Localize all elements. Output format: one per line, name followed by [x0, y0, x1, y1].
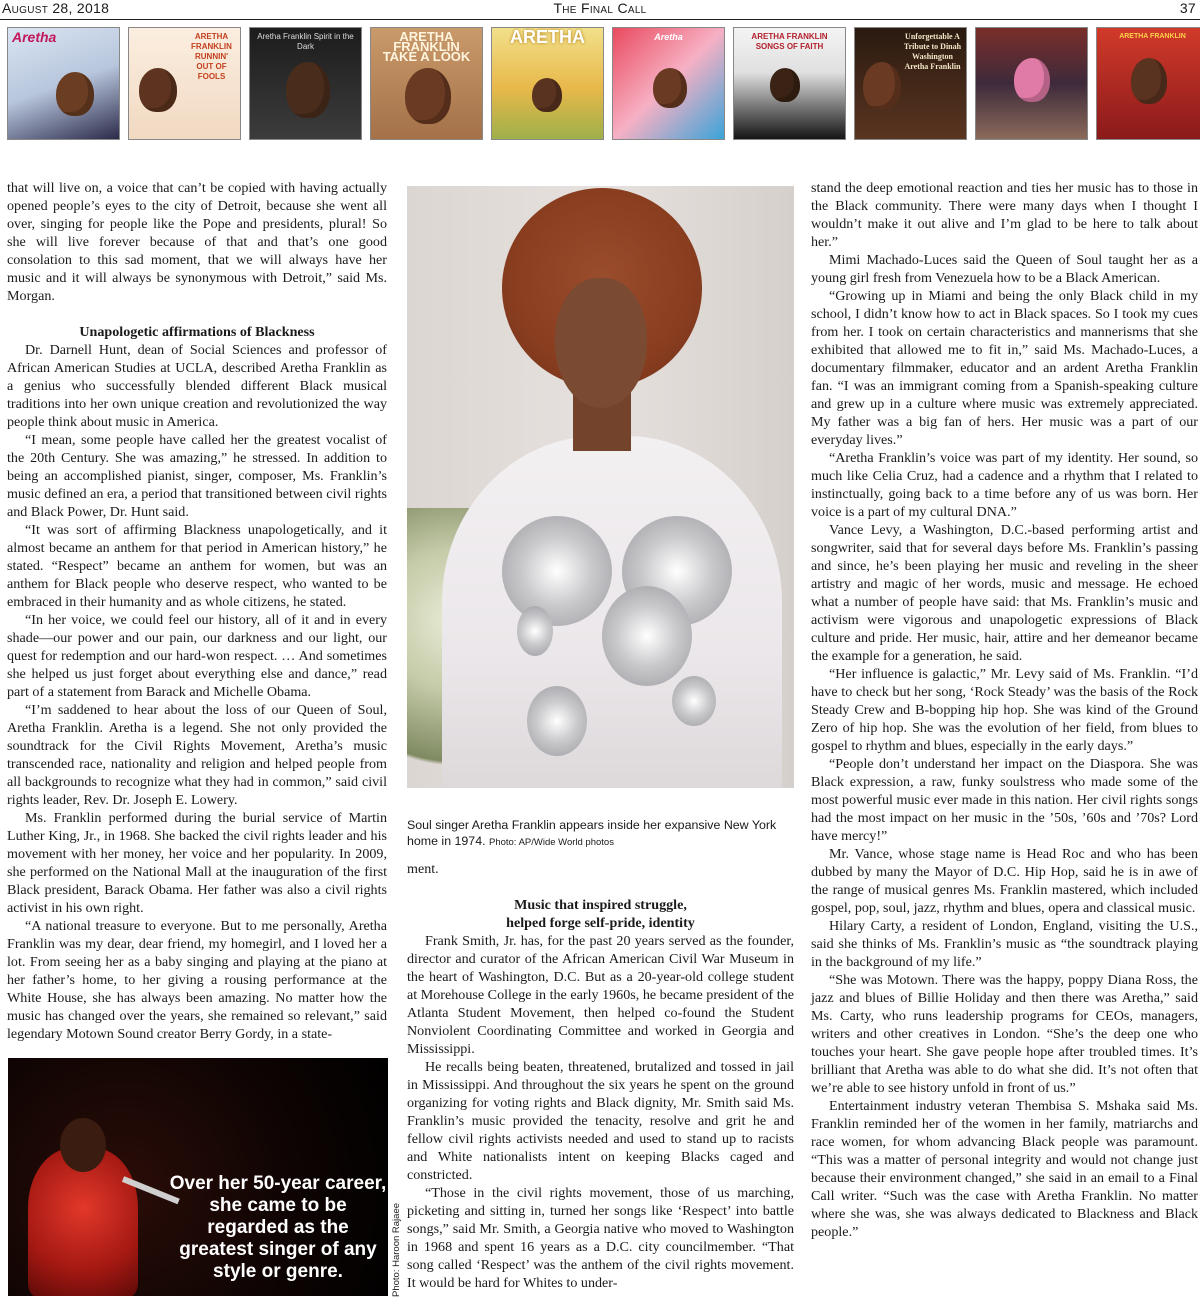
album-cover-title: ARETHA	[510, 28, 585, 47]
portrait-icon	[863, 62, 901, 110]
inset-photo-credit: Photo: Haroon Rajaee	[391, 1202, 402, 1297]
album-cover-icon	[855, 28, 966, 139]
issue-date: August 28, 2018	[2, 0, 110, 16]
paragraph: Mr. Vance, whose stage name is Head Roc and who has been dubbed by many the Mayor of D.C. Hip Hop, said he is in awe of the range of musical genres Ms. Franklin mastered, which included gospel, pop, soul, jazz, rhythm and blues, opera and classical music.	[811, 846, 1198, 916]
album-cover-icon	[492, 28, 603, 139]
album-cover-title: Aretha Franklin Spirit in the Dark	[257, 32, 354, 51]
album-cover-title: ARETHA FRANKLIN SONGS OF FAITH	[751, 32, 828, 51]
album-cover-title: ARETHA FRANKLIN RUNNIN' OUT OF FOOLS	[191, 32, 232, 81]
portrait-icon	[1131, 58, 1167, 104]
portrait-icon	[532, 78, 562, 112]
paragraph: Entertainment industry veteran Thembisa S. Mshaka said Ms. Franklin reminded her of the women in her family, matriarchs and race women, for whom advancing Black people was paramount. “This was a matter of personal integrity and would not change just because their environment changed,” she said in an email to a Final Call writer. “Such was the case with Aretha Franklin. No matter where she was, she was always dedicated to Blackness and Black people.”	[811, 1098, 1198, 1240]
paragraph: “Growing up in Miami and being the only Black child in my school, I didn’t know how to act in Black spaces. So I took my cues from her. I took on certain characteristics and mannerisms that she exhibited that allowed me to fit in,” said Ms. Machado-Luces, a documentary filmmaker, educator and an ardent Aretha Franklin fan. “I was an immigrant coming from a Spanish-speaking culture and grew up in a culture where music was extremely appreciated. My father was a big fan of hers. Her music was a part of our everyday lives.”	[811, 288, 1198, 448]
paragraph: “It was sort of affirming Blackness unapologetically, and it almost became an anthem for that period in American history,” he stated. “Respect” became an anthem for women, but was an anthem for Black people who deserve respect, who wanted to be embraced in their humanity and as whole citizens, he stated.	[7, 522, 387, 610]
paragraph: He recalls being beaten, threatened, brutalized and tossed in jail in Mississippi. And throughout the six years he spent on the ground organizing for voting rights and Black dignity, Mr. Smith said Ms. Franklin’s music provided the tenacity, resolve and grit he and fellow civil rights activists needed and used to stand up to racists and White nationalists intent on keeping Blacks caged and constricted.	[407, 1059, 794, 1183]
photo-credit: Photo: AP/Wide World photos	[488, 837, 614, 848]
photo-caption	[407, 817, 794, 851]
masthead	[0, 0, 1200, 20]
main-portrait-photo	[407, 186, 794, 788]
album-cover-title: Unforgettable A Tribute to Dinah Washington Aretha Franklin	[903, 32, 962, 71]
pull-quote: Over her 50-year career, she came to be regarded as the greatest singer of any style or genre.	[169, 1173, 387, 1282]
heading-line: helped forge self-pride, identity	[506, 915, 695, 931]
paragraph: “A national treasure to everyone. But to me personally, Aretha Franklin was my dear, dear friend, my homegirl, and I loved her a lot. From seeing her as a baby singing and playing at the piano at her father’s home, to her giving a rousing performance at the White House, she has always been amazing. No matter how the music has changed over the years, she remained so relevant,” said legendary Motown Sound creator Berry Gordy, in a state-	[7, 918, 387, 1042]
paragraph: “People don’t understand her impact on the Diaspora. She was Black expression, a raw, funky soulstress who made some of the most powerful music ever made in this nation. Her civil rights songs had the most impact on her music in the ’50s, ’60s and ’70s? Lord have mercy!”	[811, 756, 1198, 844]
paragraph: Dr. Darnell Hunt, dean of Social Sciences and professor of African American Studies at UCLA, described Aretha Franklin as a genius who successfully blended different Black musical traditions into her own unique creation and revolutionized the way people think about music in America.	[7, 342, 387, 430]
paragraph: “I’m saddened to hear about the loss of our Queen of Soul, Aretha Franklin. Aretha is a legend. She not only provided the soundtrack for the Civil Rights Movement, Aretha’s music transcended race, nationality and religion and helped people from all backgrounds to recognize what they had in common,” said civil rights leader, Rev. Dr. Joseph E. Lowery.	[7, 702, 387, 808]
article-column-right	[811, 179, 1198, 1241]
paragraph: Frank Smith, Jr. has, for the past 20 years served as the founder, director and curator of the African American Civil War Museum in the heart of Washington, D.C. But as a 20-year-old college student at Morehouse College in the early 1960s, he became president of the Atlanta Student Movement, then helped co-found the Student Nonviolent Coordinating Committee and worked in Georgia and Mississippi.	[407, 933, 794, 1057]
section-heading: Unapologetic affirmations of Blackness	[79, 324, 315, 340]
album-cover-title: Aretha	[654, 32, 683, 42]
heading-line: Music that inspired struggle,	[514, 897, 687, 913]
portrait-icon	[139, 68, 177, 112]
caption-text: Soul singer Aretha Franklin appears inside her expansive New York home in 1974.	[407, 818, 777, 848]
paragraph: Mimi Machado-Luces said the Queen of Soul taught her as a young girl fresh from Venezuela how to be a Black American.	[811, 252, 1198, 286]
paragraph: “Her influence is galactic,” Mr. Levy said of Ms. Franklin. “I’d have to check but her song, ‘Rock Steady’ was the basis of the Rock Steady Crew and B-bopping hip hop. She was kind of the Ground Zero of hip hop. She was the evolution of her field, from blues to gospel to rhythm and blues, especially in the early days.”	[811, 666, 1198, 754]
paragraph: “She was Motown. There was the happy, poppy Diana Ross, the jazz and blues of Billie Holiday and then there was Aretha,” said Ms. Carty, who runs leadership programs for CEOs, managers, writers and other creatives in London. “She’s the deep one who touches your heart. She gave people hope after troubled times. It’s brilliant that Aretha was able to do what she did. It’s not often that we’re able to see history unfold in front of us.”	[811, 972, 1198, 1096]
performer-head	[60, 1118, 106, 1172]
album-cover-icon	[613, 28, 724, 139]
album-cover-icon	[1097, 28, 1200, 139]
album-cover-title: ARETHA FRANKLIN	[1119, 33, 1186, 40]
portrait-icon	[1014, 58, 1050, 102]
portrait-icon	[405, 68, 451, 124]
paper-name: The Final Call	[553, 0, 647, 16]
paragraph: that will live on, a voice that can’t be copied with having actually opened people’s eyes to the city of Detroit, because she went all over, singing for people like the Pope and presidents, plural! So she will live forever because of that and that’s one good consolation to this sad moment, that we will always have her music and it will always be synonymous with Detroit,” said Ms. Morgan.	[7, 180, 387, 304]
page-number: 37	[1179, 0, 1196, 16]
album-cover-icon	[976, 28, 1087, 139]
paragraph: “I mean, some people have called her the greatest vocalist of the 20th Century. She was amazing,” he stressed. In addition to being an accomplished pianist, singer, composer, Ms. Franklin’s music defined an era, a period that transitioned between civil rights and Black Power, Dr. Hunt said.	[7, 432, 387, 520]
paragraph: stand the deep emotional reaction and ties her music has to those in the Black community. There were many days when I thought I wouldn’t make it out alive and I’m glad to be here to talk about her.”	[811, 180, 1198, 250]
jewel-embellishment	[527, 686, 587, 756]
section-heading	[407, 896, 794, 932]
album-cover-icon	[8, 28, 119, 139]
paragraph: ment.	[407, 861, 439, 877]
paragraph: “Aretha Franklin’s voice was part of my identity. Her sound, so much like Celia Cruz, had a cadence and a rhythm that I related to instinctually, going back to a time before any of us was born. Her voice is a part of my cultural DNA.”	[811, 450, 1198, 520]
portrait-icon	[770, 68, 800, 102]
article-column-left	[7, 179, 387, 1043]
inset-photo	[8, 1058, 388, 1296]
jewel-embellishment	[602, 586, 692, 686]
album-cover-title: Aretha	[12, 29, 57, 45]
paragraph: Ms. Franklin performed during the burial service of Martin Luther King, Jr., in 1968. She backed the civil rights leader and his movement with her money, her voice and her popularity. In 2009, she performed on the National Mall at the inauguration of the first Black president, Barack Obama. Her father was also a civil rights activist in his own right.	[7, 810, 387, 916]
jewel-embellishment	[502, 516, 612, 626]
article-column-middle	[407, 860, 794, 1292]
jewel-embellishment	[672, 676, 716, 726]
album-covers-strip	[8, 28, 1200, 140]
portrait-icon	[286, 62, 330, 118]
portrait-icon	[56, 72, 94, 116]
paragraph: “In her voice, we could feel our history, all of it and in every shade—our power and our pain, our darkness and our light, our quest for redemption and our hard-won respect. … And sometimes she helped us just forget about everything else and dance,” read part of a statement from Barack and Michelle Obama.	[7, 612, 387, 700]
face	[555, 278, 647, 408]
album-cover-title: ARETHA FRANKLIN TAKE A LOOK	[382, 29, 471, 64]
album-cover-icon	[250, 28, 361, 139]
jewel-embellishment	[517, 606, 553, 656]
paragraph: Hilary Carty, a resident of London, England, visiting the U.S., said she thinks of Ms. Franklin’s music as “the soundtrack playing in the background of my life.”	[811, 918, 1198, 970]
paragraph: Vance Levy, a Washington, D.C.-based performing artist and songwriter, said that for several days before Ms. Franklin’s passing and since, he’s been playing her music and reveling in the sheer artistry and magic of her words, music and message. He echoed what a number of people have said: that Ms. Franklin’s music and activism were vigorous and unapologetic expressions of Black culture and pride. Her music, hair, attire and her demeanor became the example for a generation, he said.	[811, 522, 1198, 664]
album-cover-icon	[371, 28, 482, 139]
album-cover-icon	[129, 28, 240, 139]
album-cover-icon	[734, 28, 845, 139]
paragraph: “Those in the civil rights movement, those of us marching, picketing and sitting in, turned her songs like ‘Respect’ into battle songs,” said Mr. Smith, a Georgia native who moved to Washington in 1968 and spent 16 years as a D.C. city councilmember. “That song called ‘Respect’ was the anthem of the civil rights movement. It would be hard for Whites to under-	[407, 1185, 794, 1291]
portrait-icon	[653, 68, 687, 108]
